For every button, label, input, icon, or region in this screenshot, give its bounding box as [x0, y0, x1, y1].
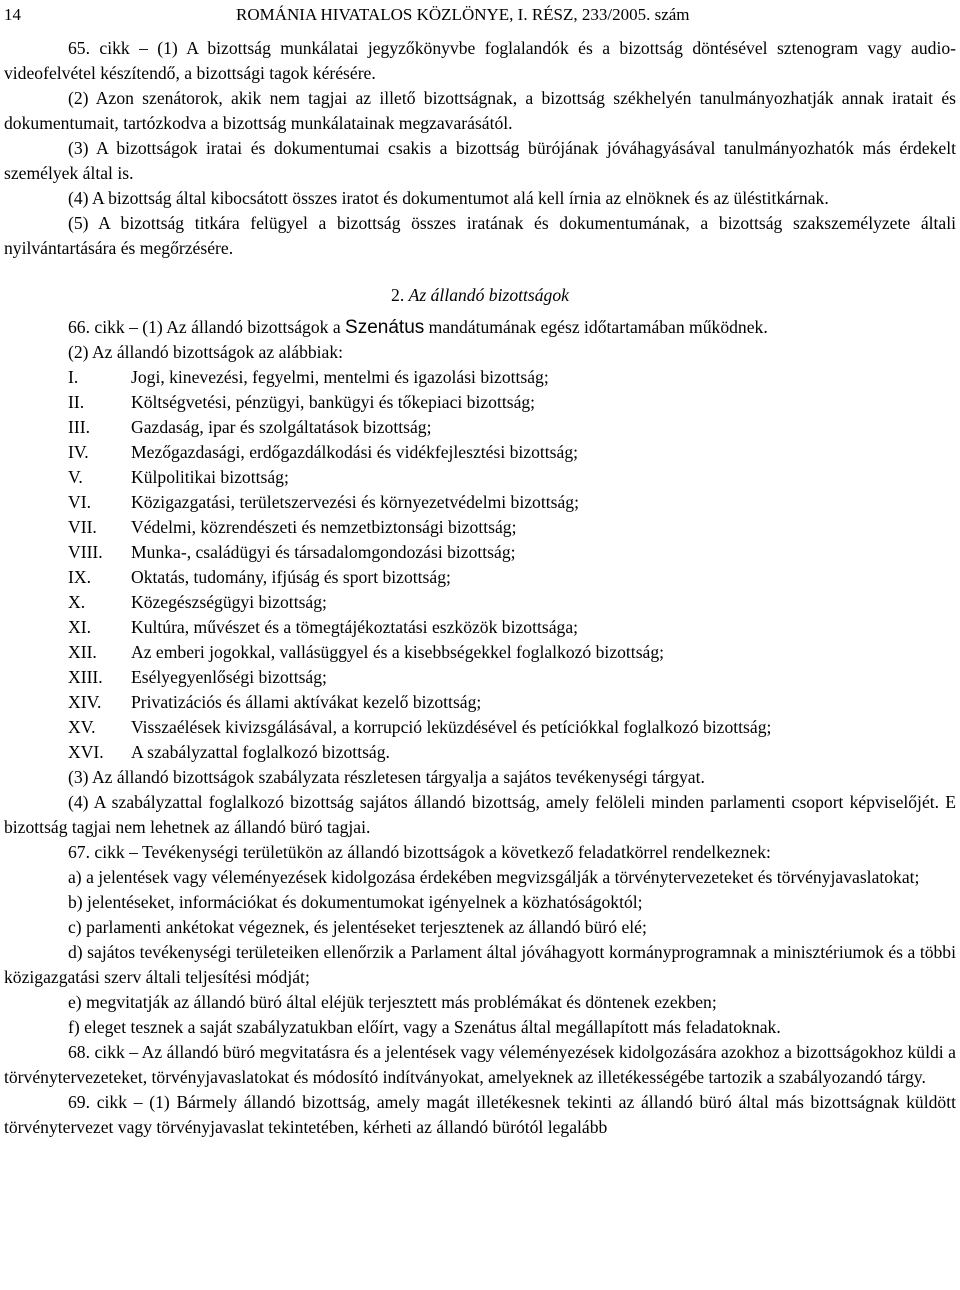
paragraph: 69. cikk – (1) Bármely állandó bizottság, amely magát illetékesnek tekinti az állandó büró által más bizottságnak küldött törvénytervezet vagy törvényjavaslat tekintetében, kérheti az állandó bürótól legalább	[4, 1092, 956, 1137]
committee-name: Az emberi jogokkal, vallásüggyel és a kisebbségekkel foglalkozó bizottság;	[131, 642, 665, 662]
committee-name: A szabályzattal foglalkozó bizottság.	[131, 742, 390, 762]
article-65-paragraph-4: (4) A bizottság által kibocsátott összes iratot és dokumentumot alá kell írnia az elnöknek és az üléstitkárnak.	[68, 188, 829, 208]
article-65-paragraph-2: (2) Azon szenátorok, akik nem tagjai az illető bizottságnak, a bizottság székhelyén tanulmányozhatják annak iratait és dokumentumait, tartózkodva a bizottság munkálatainak megzavarásától.	[4, 88, 956, 133]
article-66-text-end: mandátumának egész időtartamában működnek.	[424, 317, 768, 337]
committee-list	[4, 365, 956, 765]
committee-number: VII.	[68, 517, 97, 537]
committee-number: I.	[68, 367, 79, 387]
document-page	[4, 0, 956, 1140]
committee-number: XIV.	[68, 692, 102, 712]
article-65-paragraph-1: 65. cikk – (1) A bizottság munkálatai jegyzőkönyvbe foglalandók és a bizottság döntésével sztenogram vagy audio-videofelvétel készítendő, a bizottsági tagok kérésére.	[4, 38, 956, 83]
committee-number: II.	[68, 392, 85, 412]
committee-name: Közigazgatási, területszervezési és környezetvédelmi bizottság;	[131, 492, 579, 512]
committee-item	[4, 615, 956, 640]
committee-number: VIII.	[68, 542, 103, 562]
section-heading	[4, 283, 956, 308]
committee-item	[4, 665, 956, 690]
committee-item	[4, 490, 956, 515]
paragraph: d) sajátos tevékenységi területeiken ellenőrzik a Parlament által jóváhagyott kormányprogramnak a minisztériumok és a többi közigazgatási szerv általi teljesítési módját;	[4, 942, 956, 987]
committee-item	[4, 690, 956, 715]
committee-name: Esélyegyenlőségi bizottság;	[131, 667, 327, 687]
committee-item	[4, 590, 956, 615]
committee-number: X.	[68, 592, 86, 612]
committee-item	[4, 715, 956, 740]
paragraph: b) jelentéseket, információkat és dokumentumokat igényelnek a közhatóságoktól;	[68, 892, 643, 912]
committee-name: Visszaélések kivizsgálásával, a korrupció leküzdésével és petíciókkal foglalkozó bizottság;	[131, 717, 772, 737]
paragraph: f) eleget tesznek a saját szabályzatukban előírt, vagy a Szenátus által megállapított más feladatoknak.	[68, 1017, 781, 1037]
committee-name: Költségvetési, pénzügyi, bankügyi és tőkepiaci bizottság;	[131, 392, 536, 412]
paragraph: c) parlamenti ankétokat végeznek, és jelentéseket terjesztenek az állandó büró elé;	[68, 917, 647, 937]
committee-item	[4, 540, 956, 565]
section-title: Az állandó bizottságok	[408, 285, 569, 305]
committee-item	[4, 465, 956, 490]
committee-number: VI.	[68, 492, 91, 512]
paragraph: a) a jelentések vagy véleményezések kidolgozása érdekében megvizsgálják a törvénytervezeteket és törvényjavaslatokat;	[68, 867, 920, 887]
senate-word: Szenátus	[345, 317, 425, 338]
committee-item	[4, 565, 956, 590]
article-65-paragraph-5: (5) A bizottság titkára felügyel a bizottság összes iratának és dokumentumának, a bizottság szakszemélyzete általi nyilvántartására és megőrzésére.	[4, 213, 956, 258]
committee-number: V.	[68, 467, 83, 487]
committee-number: IV.	[68, 442, 89, 462]
committee-name: Mezőgazdasági, erdőgazdálkodási és vidékfejlesztési bizottság;	[131, 442, 579, 462]
committee-name: Munka-, családügyi és társadalomgondozási bizottság;	[131, 542, 516, 562]
article-65-paragraph-3: (3) A bizottságok iratai és dokumentumai csakis a bizottság bürójának jóváhagyásával tanulmányozhatók más érdekelt személyek által is.	[4, 138, 956, 183]
committee-number: III.	[68, 417, 90, 437]
committee-name: Közegészségügyi bizottság;	[131, 592, 327, 612]
committee-name: Kultúra, művészet és a tömegtájékoztatási eszközök bizottsága;	[131, 617, 579, 637]
committee-number: IX.	[68, 567, 91, 587]
committee-name: Gazdaság, ipar és szolgáltatások bizottság;	[131, 417, 432, 437]
committee-name: Védelmi, közrendészeti és nemzetbiztonsági bizottság;	[131, 517, 517, 537]
page-number: 14	[4, 5, 21, 24]
committee-number: XI.	[68, 617, 91, 637]
committee-number: XVI.	[68, 742, 104, 762]
committee-item	[4, 440, 956, 465]
committee-name: Oktatás, tudomány, ifjúság és sport bizottság;	[131, 567, 451, 587]
committee-item	[4, 740, 956, 765]
committee-number: XII.	[68, 642, 97, 662]
paragraph: 67. cikk – Tevékenységi területükön az állandó bizottságok a következő feladatkörrel rendelkeznek:	[68, 842, 771, 862]
article-66-paragraph-1	[4, 315, 956, 340]
committee-item	[4, 390, 956, 415]
article-66-paragraph-2: (2) Az állandó bizottságok az alábbiak:	[68, 342, 344, 362]
committee-item	[4, 515, 956, 540]
committee-item	[4, 365, 956, 390]
committee-item	[4, 640, 956, 665]
bottom-paragraphs	[4, 765, 956, 1140]
paragraph: (4) A szabályzattal foglalkozó bizottság sajátos állandó bizottság, amely felöleli minden parlamenti csoport képviselőjét. E bizottság tagjai nem lehetnek az állandó büró tagjai.	[4, 792, 956, 837]
page-header	[4, 0, 956, 36]
section-number: 2.	[391, 285, 405, 305]
committee-name: Privatizációs és állami aktívákat kezelő bizottság;	[131, 692, 482, 712]
paragraph: (3) Az állandó bizottságok szabályzata részletesen tárgyalja a sajátos tevékenységi tárgyat.	[68, 767, 705, 787]
committee-name: Jogi, kinevezési, fegyelmi, mentelmi és igazolási bizottság;	[131, 367, 549, 387]
committee-number: XIII.	[68, 667, 103, 687]
paragraph: e) megvitatják az állandó büró által eléjük terjesztett más problémákat és döntenek ezekben;	[68, 992, 717, 1012]
committee-name: Külpolitikai bizottság;	[131, 467, 289, 487]
committee-item	[4, 415, 956, 440]
committee-number: XV.	[68, 717, 96, 737]
article-66-text-start: 66. cikk – (1) Az állandó bizottságok a	[68, 317, 346, 337]
paragraph: 68. cikk – Az állandó büró megvitatásra és a jelentések vagy véleményezések kidolgozására azokhoz a bizottságokhoz küldi a törvénytervezeteket, törvényjavaslatokat és módosító indítványokat, amelyeknek az illetékességébe tartozik a szabályozandó tárgy.	[4, 1042, 956, 1087]
gazette-title: ROMÁNIA HIVATALOS KÖZLÖNYE, I. RÉSZ, 233/2005. szám	[236, 5, 690, 24]
